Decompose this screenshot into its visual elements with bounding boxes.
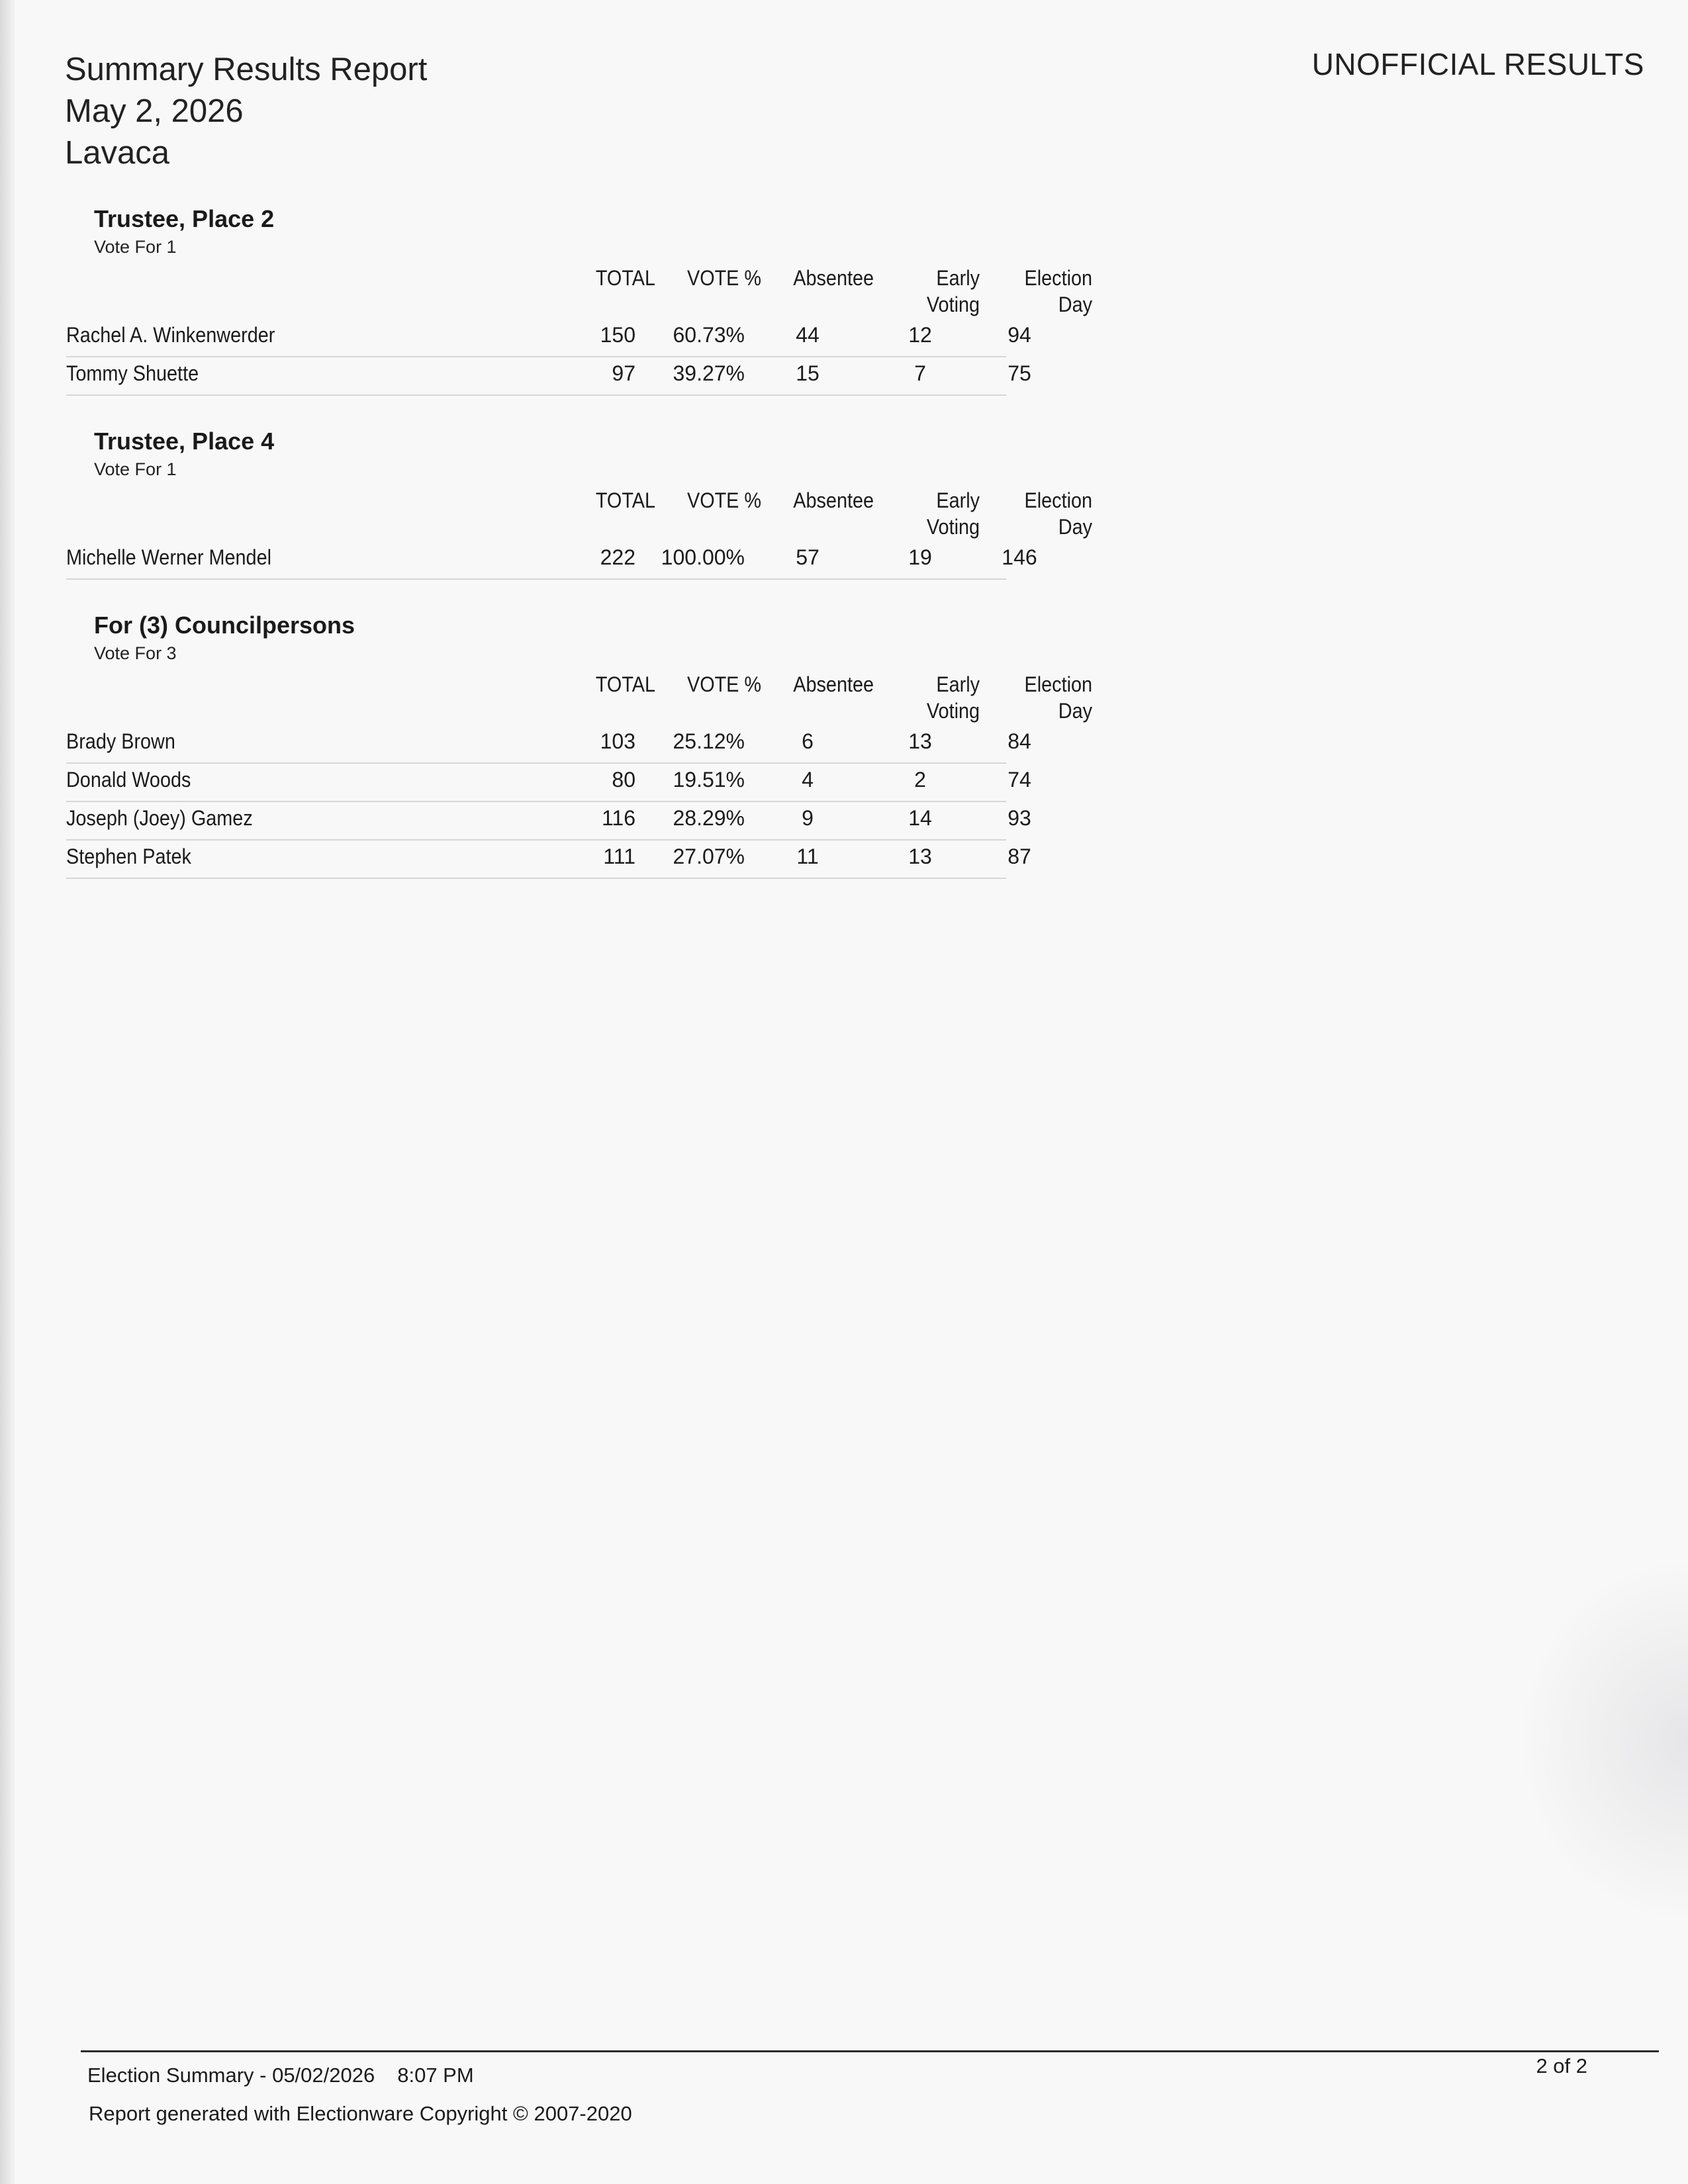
report-header	[65, 49, 427, 174]
candidate-total: 116	[601, 806, 635, 830]
candidate-name: Donald Woods	[66, 768, 191, 792]
candidate-absentee: 15	[796, 361, 820, 385]
contest-title: Trustee, Place 4	[94, 428, 275, 455]
table-row	[66, 801, 1031, 841]
candidate-name: Stephen Patek	[66, 844, 191, 868]
table-row	[66, 762, 1031, 802]
contest-title: Trustee, Place 2	[94, 205, 275, 232]
candidate-total: 222	[600, 545, 635, 569]
column-header-total: TOTAL	[595, 488, 655, 512]
candidate-election-day: 146	[1002, 545, 1037, 569]
column-header-vote-pct: VOTE %	[686, 266, 761, 290]
candidate-total: 103	[600, 729, 635, 753]
candidate-total: 97	[612, 361, 635, 385]
candidate-early-voting: 7	[914, 361, 926, 385]
vote-for: Vote For 1	[94, 237, 177, 257]
column-header-election-day: Election Day	[1024, 266, 1092, 316]
column-header-total: TOTAL	[595, 672, 655, 696]
footer-time: 8:07 PM	[397, 2064, 474, 2087]
candidate-name: Rachel A. Winkenwerder	[66, 323, 275, 347]
column-header-early-voting: Early Voting	[926, 266, 980, 316]
candidate-early-voting: 13	[908, 729, 932, 753]
candidate-vote-pct: 19.51%	[673, 768, 745, 792]
candidate-vote-pct: 100.00%	[661, 545, 745, 569]
table-row	[66, 724, 1031, 764]
candidate-vote-pct: 27.07%	[673, 844, 745, 868]
candidate-name: Michelle Werner Mendel	[66, 545, 271, 569]
candidate-vote-pct: 28.29%	[673, 806, 745, 830]
table-row	[66, 318, 1031, 357]
table-row	[66, 356, 1031, 396]
candidate-early-voting: 12	[908, 323, 932, 347]
candidate-name: Tommy Shuette	[66, 361, 199, 385]
candidate-election-day: 93	[1008, 806, 1031, 830]
candidate-vote-pct: 25.12%	[673, 729, 745, 753]
footer-summary-text: Election Summary - 05/02/2026	[87, 2064, 375, 2087]
candidate-election-day: 87	[1008, 844, 1031, 868]
candidate-early-voting: 2	[914, 768, 926, 792]
candidate-total: 111	[603, 844, 635, 868]
candidate-name: Brady Brown	[66, 729, 175, 753]
column-header-election-day: Election Day	[1024, 672, 1092, 723]
candidate-absentee: 4	[802, 768, 814, 792]
candidate-vote-pct: 39.27%	[673, 361, 745, 385]
footer-copyright: Report generated with Electionware Copyright © 2007-2020	[89, 2102, 632, 2125]
candidate-absentee: 11	[796, 844, 819, 868]
candidate-absentee: 9	[802, 806, 814, 830]
vote-for: Vote For 1	[94, 459, 177, 479]
candidate-early-voting: 19	[908, 545, 932, 569]
vote-for: Vote For 3	[94, 643, 177, 663]
contest-title: For (3) Councilpersons	[94, 612, 355, 639]
candidate-election-day: 84	[1008, 729, 1031, 753]
candidate-total: 80	[612, 768, 635, 792]
candidate-absentee: 44	[796, 323, 820, 347]
candidate-election-day: 94	[1008, 323, 1031, 347]
candidate-total: 150	[600, 323, 635, 347]
candidate-election-day: 74	[1008, 768, 1031, 792]
table-row	[66, 540, 1037, 580]
column-header-vote-pct: VOTE %	[686, 672, 761, 696]
report-jurisdiction: Lavaca	[65, 135, 170, 171]
scan-shade	[1516, 1555, 1688, 1926]
page-number: 2 of 2	[1536, 2054, 1587, 2077]
candidate-absentee: 6	[802, 729, 814, 753]
report-date: May 2, 2026	[65, 93, 244, 129]
candidate-absentee: 57	[796, 545, 820, 569]
candidate-early-voting: 13	[908, 844, 932, 868]
table-row	[66, 839, 1031, 879]
candidate-name: Joseph (Joey) Gamez	[66, 806, 253, 830]
report-title: Summary Results Report	[65, 52, 428, 87]
column-header-absentee: Absentee	[793, 266, 874, 290]
column-header-absentee: Absentee	[793, 488, 874, 512]
column-header-total: TOTAL	[595, 266, 655, 290]
column-header-absentee: Absentee	[793, 672, 874, 696]
unofficial-results-label: UNOFFICIAL RESULTS	[1311, 47, 1644, 81]
column-header-early-voting: Early Voting	[926, 672, 980, 723]
candidate-election-day: 75	[1008, 361, 1031, 385]
candidate-early-voting: 14	[908, 806, 932, 830]
scan-edge	[0, 0, 15, 2184]
footer-summary	[87, 2064, 474, 2087]
column-header-early-voting: Early Voting	[926, 488, 980, 539]
footer-divider	[81, 2050, 1659, 2052]
column-header-election-day: Election Day	[1024, 488, 1092, 539]
candidate-vote-pct: 60.73%	[673, 323, 745, 347]
column-header-vote-pct: VOTE %	[686, 488, 761, 512]
